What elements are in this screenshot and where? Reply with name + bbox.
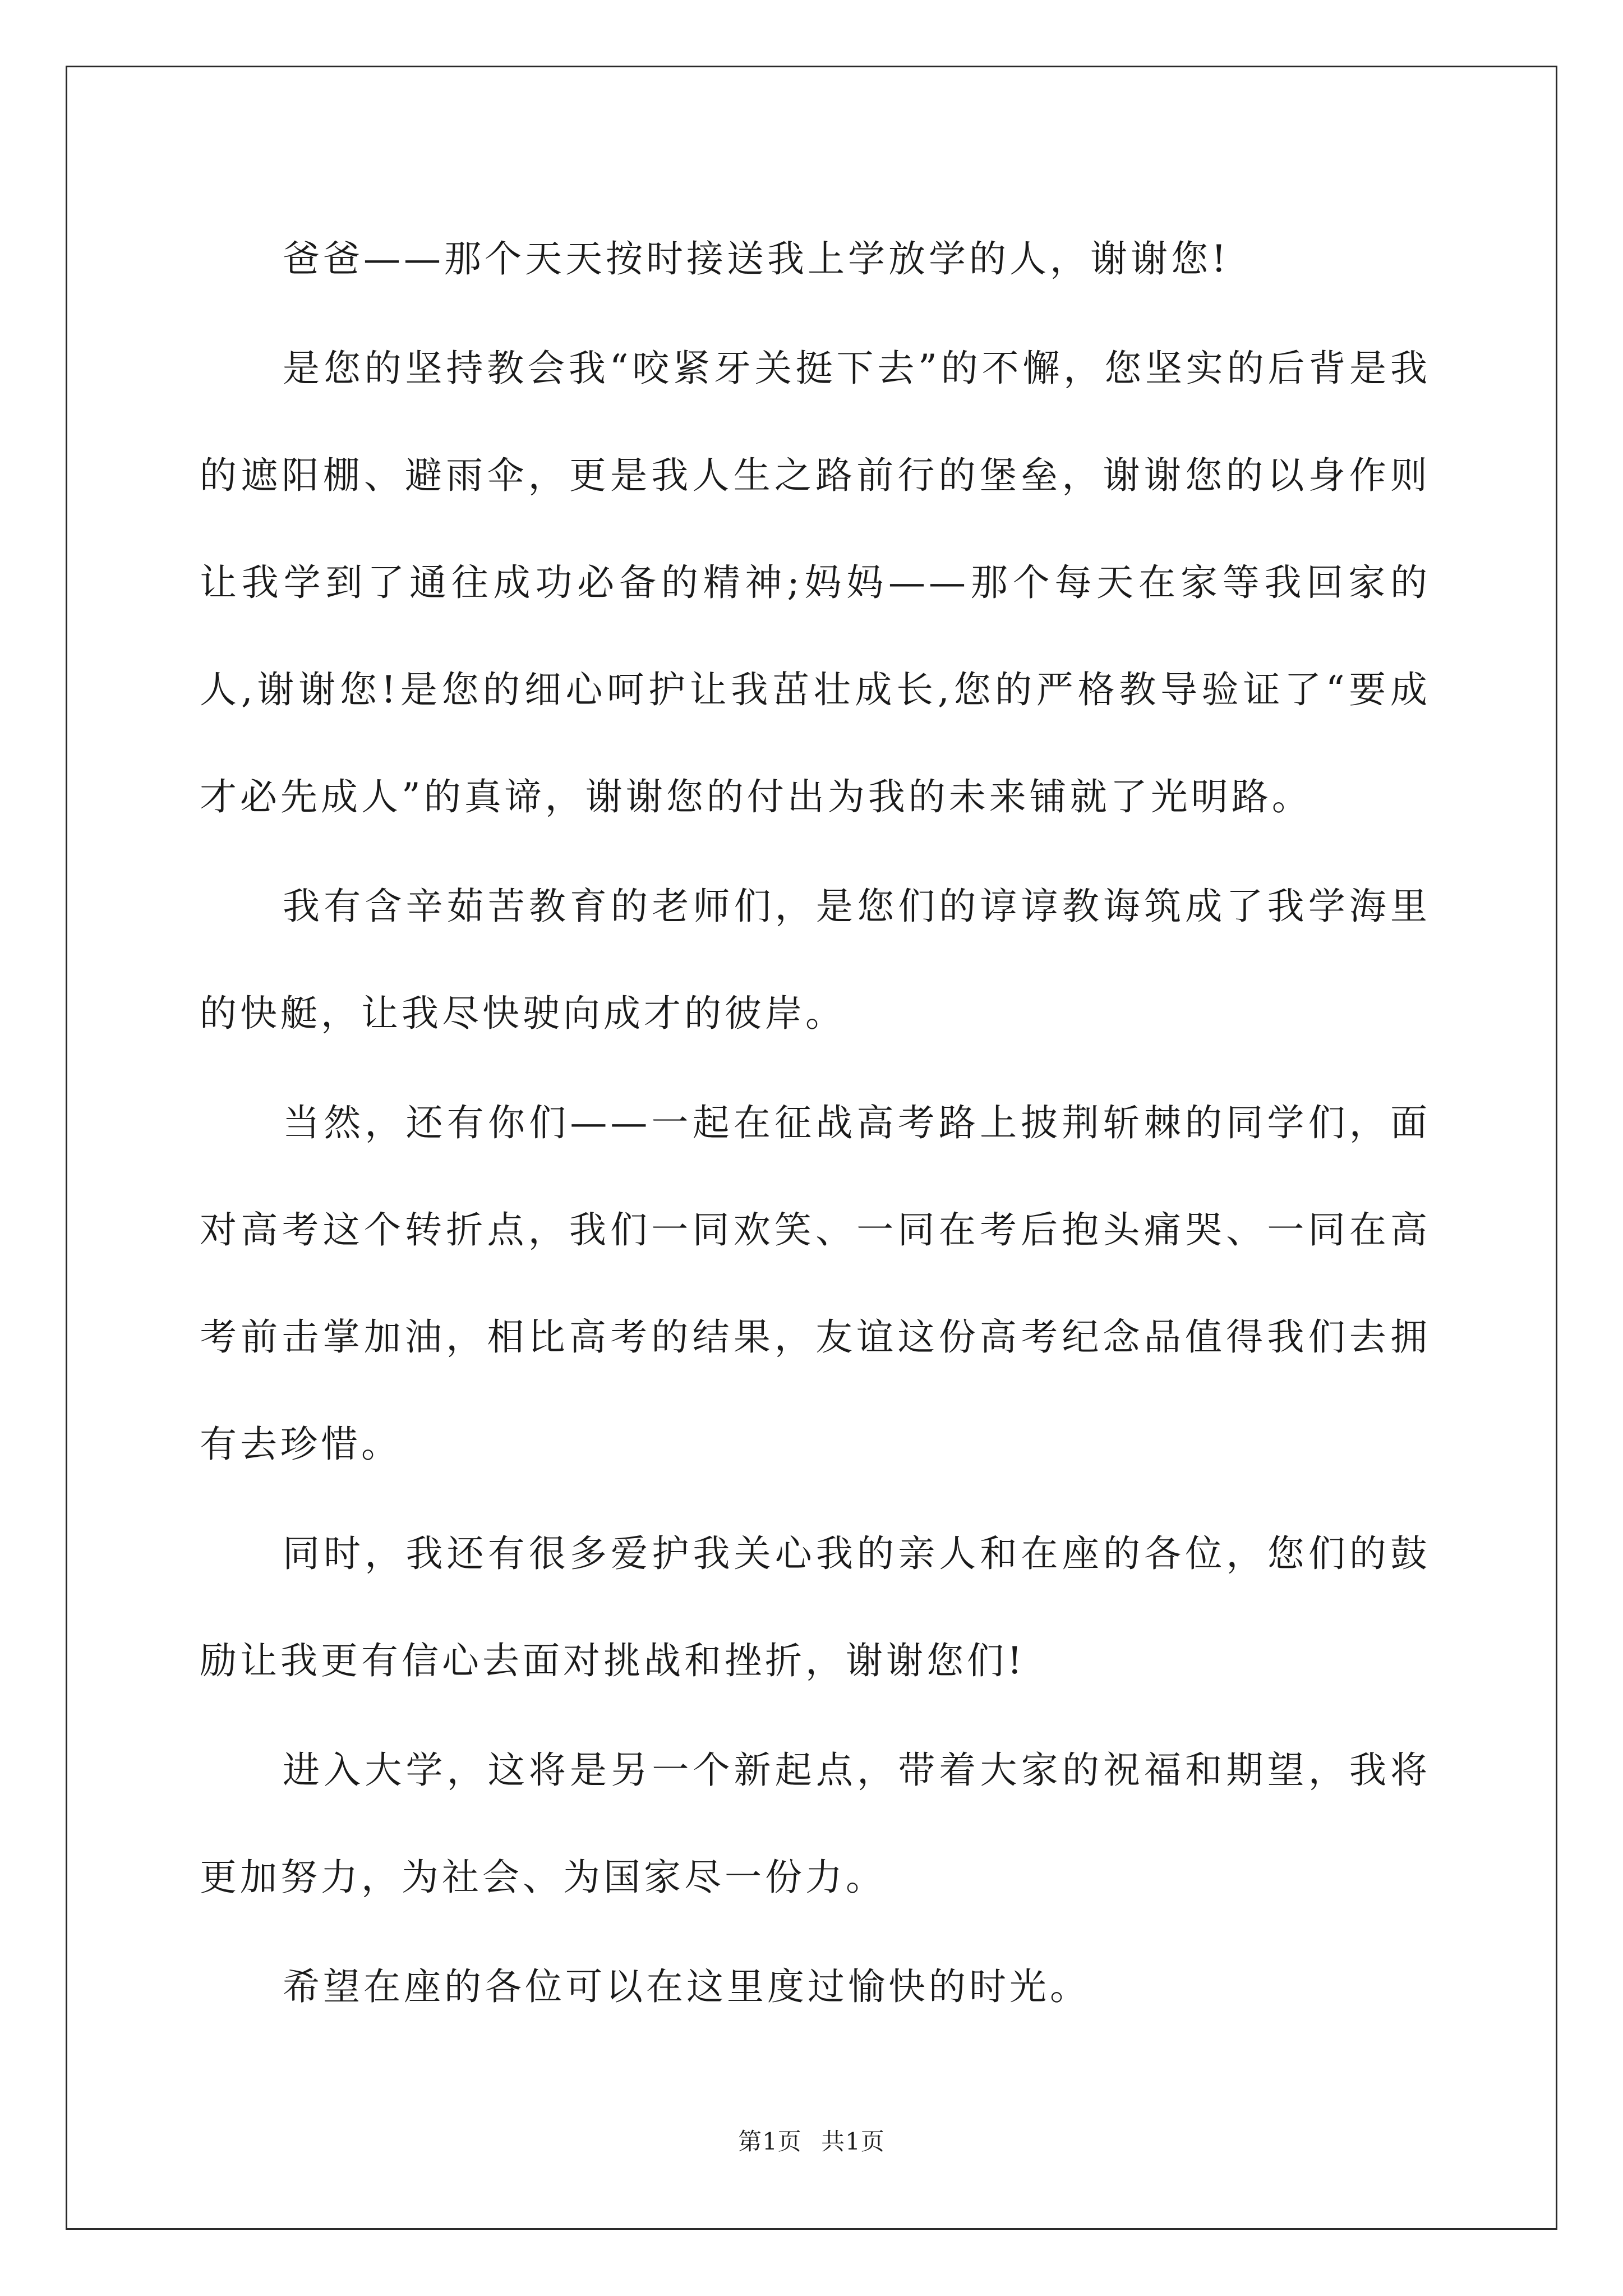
- document-body: [200, 205, 1431, 2042]
- paragraph: 当然，还有你们——一起在征战高考路上披荆斩棘的同学们，面对高考这个转折点，我们一同欢笑、一同在考后抱头痛哭、一同在高考前击掌加油，相比高考的结果，友谊这份高考纪念品值得我们去拥有去珍惜。: [200, 1101, 1431, 1466]
- paragraph: 进入大学，这将是另一个新起点，带着大家的祝福和期望，我将更加努力，为社会、为国家尽一份力。: [200, 1749, 1431, 1899]
- paragraph: 希望在座的各位可以在这里度过愉快的时光。: [283, 1965, 1090, 2008]
- paragraph: 同时，我还有很多爱护我关心我的亲人和在座的各位，您们的鼓励让我更有信心去面对挑战和挫折，谢谢您们!: [200, 1532, 1431, 1682]
- page-number-total: 共1页: [821, 2128, 885, 2155]
- page-footer: [0, 2123, 1623, 2157]
- paragraph: 我有含辛茹苦教育的老师们，是您们的谆谆教诲筑成了我学海里的快艇，让我尽快驶向成才的彼岸。: [200, 885, 1431, 1035]
- paragraph: 爸爸——那个天天按时接送我上学放学的人，谢谢您!: [283, 237, 1230, 280]
- paragraph: 是您的坚持教会我“咬紧牙关挺下去”的不懈，您坚实的后背是我的遮阳棚、避雨伞，更是我人生之路前行的堡垒，谢谢您的以身作则让我学到了通往成功必备的精神;妈妈——那个每天在家等我回家的人,谢谢您!是您的细心呵护让我茁壮成长,您的严格教导验证了“要成才必先成人”的真谛，谢谢您的付出为我的未来铺就了光明路。: [200, 347, 1431, 818]
- page-number-current: 第1页: [738, 2128, 802, 2155]
